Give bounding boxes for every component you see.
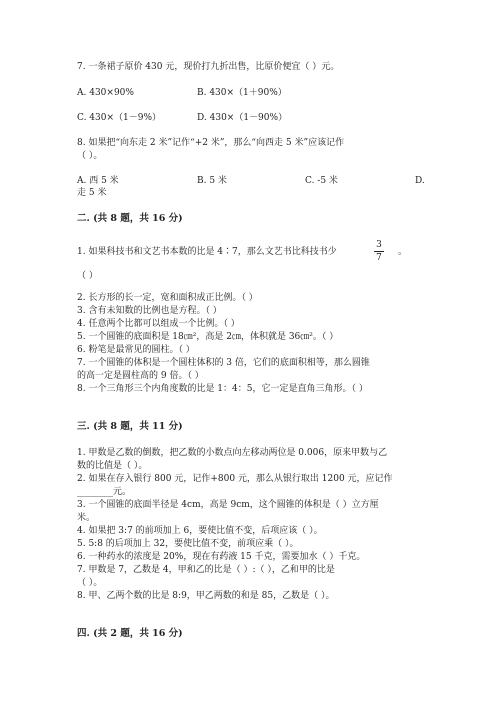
- s2-q1-fraction: [372, 240, 386, 263]
- q7-stem: 7. 一条裙子原价 430 元，现价打九折出售，比原价便宜（ ）元。: [77, 62, 340, 72]
- s2-q1-line1: 1. 如果科技书和文艺书本数的比是 4∶7，那么文艺书比科技书少: [77, 247, 337, 257]
- s2-q2: 2. 长方形的长一定，宽和面积成正比例。（ ）: [77, 293, 258, 303]
- s3-q5: 5. 5:8 的后项加上 32，要使比值不变，前项应乘（ ）。: [77, 539, 299, 549]
- q8-option-b: B. 5 米: [197, 176, 227, 186]
- s3-q2-line2: ________元。: [77, 487, 132, 497]
- s3-q3-line2: 米。: [77, 513, 96, 523]
- q7-option-c: C. 430×（1－9%）: [77, 113, 162, 123]
- q7-option-a: A. 430×90%: [77, 88, 134, 98]
- fraction-numerator: 3: [376, 240, 382, 250]
- s3-q7-line2: （ ）。: [77, 578, 103, 588]
- s2-q7-line1: 7. 一个圆锥的体积是一个圆柱体积的 3 倍，它们的底面积相等，那么圆锥: [77, 358, 370, 368]
- q8-option-d: D.: [415, 176, 425, 186]
- s3-q6: 6. 一种药水的浓度是 20%，现在有药液 15 千克，需要加水（ ）千克。: [77, 552, 366, 562]
- section-2-heading: 二. (共 8 题，共 16 分): [77, 213, 183, 224]
- q8-option-d-wrap: 走 5 米: [77, 188, 107, 198]
- fraction-bar: [374, 251, 384, 252]
- s3-q2-line1: 2. 如果在存入银行 800 元，记作+800 元，那么从银行取出 1200 元，应记作: [77, 474, 393, 484]
- s3-q8: 8. 甲、乙两个数的比是 8:9，甲乙两数的和是 85，乙数是（ ）。: [77, 591, 335, 601]
- q8-stem-line1: 8. 如果把“向东走 2 米”记作“+2 米”，那么“向西走 5 米”应该记作: [77, 138, 345, 148]
- section-4-heading: 四. (共 2 题，共 16 分): [77, 628, 183, 639]
- q7-option-d: D. 430×（1－90%）: [197, 113, 288, 123]
- s2-q4: 4. 任意两个比都可以组成一个比例。（ ）: [77, 319, 240, 329]
- fraction-denominator: 7: [376, 253, 382, 263]
- s3-q1-line1: 1. 甲数是乙数的倒数，把乙数的小数点向左移动两位是 0.006，原来甲数与乙: [77, 448, 388, 458]
- q8-option-c: C. -5 米: [305, 176, 338, 186]
- s2-q8: 8. 一个三角形三个内角度数的比是 1：4：5，它一定是直角三角形。（ ）: [77, 384, 368, 394]
- s3-q7-line1: 7. 甲数是 7，乙数是 4，甲和乙的比是（ ）:（ ），乙和甲的比是: [77, 565, 335, 575]
- s2-q1-end: 。: [398, 247, 408, 257]
- q8-stem-line2: （ ）。: [77, 151, 103, 161]
- s2-q3: 3. 含有未知数的比例也是方程。（ ）: [77, 306, 222, 316]
- s3-q3-line1: 3. 一个圆锥的底面半径是 4cm，高是 9cm，这个圆锥的体积是（ ）立方厘: [77, 500, 379, 510]
- s2-q1-line2: （ ）: [77, 271, 98, 281]
- s3-q4: 4. 如果把 3:7 的前项加上 6，要使比值不变，后项应该（ ）。: [77, 526, 323, 536]
- s2-q5: 5. 一个圆锥的底面积是 18㎝²，高是 2㎝，体积就是 36㎝²。（ ）: [77, 332, 339, 342]
- q8-option-a: A. 西 5 米: [77, 176, 119, 186]
- q7-option-b: B. 430×（1＋90%）: [197, 88, 287, 98]
- section-3-heading: 三. (共 8 题，共 11 分): [77, 421, 183, 432]
- s2-q7-line2: 的高一定是圆柱高的 9 倍。（ ）: [77, 371, 204, 381]
- s2-q6: 6. 粉笔是最常见的圆柱。（ ）: [77, 345, 195, 355]
- s3-q1-line2: 数的比值是（ ）。: [77, 461, 148, 471]
